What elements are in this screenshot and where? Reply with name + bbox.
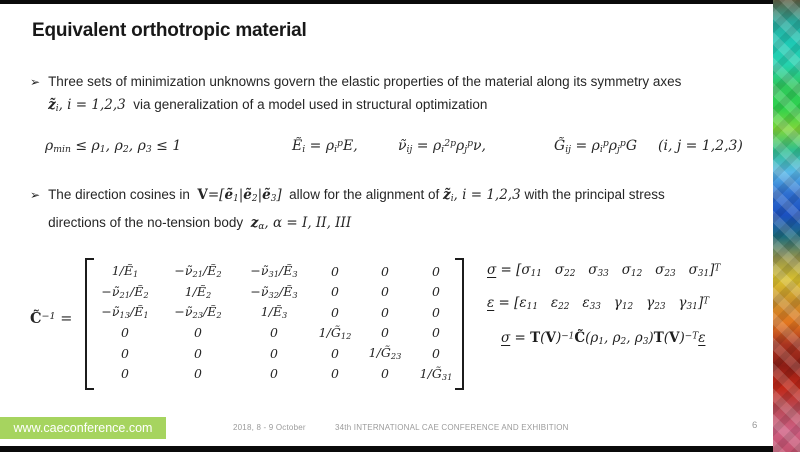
matrix-cell: 1/Ẽ$_3$ [260,304,288,321]
matrix-cell: 0 [432,304,440,320]
matrix-cell: 0 [270,366,278,382]
matrix-cell: $1/G̃_{23}$ [368,345,402,362]
bullet1-text-block [48,70,681,121]
matrix-cell: 0 [270,325,278,341]
bullet1-line2-text: via generalization of a model used in structural optimization [125,97,488,112]
matrix-cell: 0 [432,345,440,361]
matrix-cell: $1/G̃_{12}$ [318,324,352,341]
bullet-item-direction-cosines [30,183,750,239]
bullet2-text1: The direction cosines in [48,187,198,202]
top-letterbox-bar [0,0,773,4]
matrix-cell: $1/G̃_{31}$ [419,365,453,382]
bullet2-line2-text: directions of the no-tension body [48,214,251,230]
matrix-cell: 1/Ẽ$_1$ [111,263,139,280]
matrix-cell: 0 [121,325,129,341]
bullet1-line1: Three sets of minimization unknowns govern the elastic properties of the material along its symmetry axes [48,74,682,89]
matrix-cell: 0 [121,345,129,361]
page-number: 6 [752,420,758,431]
matrix-cell: 0 [381,325,389,341]
arrow-bullet-icon: ➢ [30,188,41,202]
formula-shear-modulus: $G̃_{ij} = \rho_i^p\rho_j^pG$ [554,138,637,156]
page-title: Equivalent orthotropic material [32,20,307,41]
bottom-letterbox-bar [0,446,773,452]
matrix-cell: 0 [194,366,202,382]
sigma-vector-equation: $\sigma = [\sigma_{11}$ $\sigma_{22}$ $\sigma_{33}$ $\sigma_{12}$ $\sigma_{23}$ $\sigma_{31}]^T$ [487,262,721,279]
bullet2-text2: allow for the alignment of [281,187,444,202]
formula-poisson-ratio: $\nũ_{ij} = \rho_i^{2p}\rho_j^p\nu$, [398,138,486,156]
bullet-item-unknowns [30,70,750,121]
matrix-cell: 0 [331,263,339,279]
bullet1-symmetry-axes-math: $z̃_i$, i = 1,2,3 [48,97,126,114]
bullet2-v-matrix-math: V=[ẽ$_1$|ẽ$_2$|ẽ$_3$] [197,187,282,204]
footer-badge [0,417,166,439]
matrix-cell: 0 [194,345,202,361]
matrix-cell: 0 [381,304,389,320]
bullet2-text-block [48,183,665,239]
constitutive-equation: $\sigma = T(V)^{-1}C̃(\rho_1$, $\rho_2$, $\rho_3)T(V)^{-T}\varepsilon$ [501,330,706,347]
strain-vector-equation: $\varepsilon = [\varepsilon_{11}$ $\varepsilon_{22}$ $\varepsilon_{33}$ $\gamma_{12}$ $\gamma_{23}$ $\gamma_{31}]^T$ [487,295,710,312]
matrix-right-bracket [455,258,464,390]
stress-strain-equations [487,262,787,372]
matrix-cell: 0 [331,366,339,382]
matrix-cell: 0 [331,345,339,361]
matrix-cell: 0 [121,366,129,382]
bullet2-text3: with the principal stress [520,187,665,202]
matrix-cell: $-\nũ_{13}/Ẽ_1$ [101,304,149,321]
matrix-cell: 0 [331,284,339,300]
matrix-cell: 0 [432,263,440,279]
bullet2-principal-directions-math: $z_\alpha$, α = I, II, III [250,214,352,232]
matrix-cell: 1/Ẽ$_2$ [184,283,212,300]
footer-conference: 34th INTERNATIONAL CAE CONFERENCE AND EXHIBITION [335,423,569,432]
footer-date: 2018, 8 - 9 October [233,423,306,432]
matrix-lhs: C̃$^{-1}$ = [30,310,73,327]
matrix-cell: $-\nũ_{21}/Ẽ_2$ [101,283,149,300]
matrix-cell: $-\nũ_{23}/Ẽ_2$ [174,304,222,321]
matrix-cell: 0 [381,263,389,279]
matrix-cell: $-\nũ_{32}/Ẽ_3$ [250,283,298,300]
formula-index-range: (i, j = 1,2,3) [658,138,743,154]
matrix-cell: 0 [381,366,389,382]
matrix-cell: 0 [270,345,278,361]
matrix-cell: 0 [381,284,389,300]
mosaic-strip [773,0,800,452]
formula-row [30,138,760,166]
formula-density-bounds: $\rho_{min} \le \rho_1$, $\rho_2$, $\rho_3 \le 1$ [45,138,182,156]
matrix-grid [92,261,462,384]
matrix-cell: $-\nũ_{31}/Ẽ_3$ [250,263,298,280]
arrow-bullet-icon: ➢ [30,75,41,89]
footer-url: www.caeconference.com [13,421,153,435]
matrix-cell: 0 [194,325,202,341]
matrix-cell: $-\nũ_{21}/Ẽ_2$ [174,263,222,280]
matrix-cell: 0 [432,284,440,300]
matrix-cell: 0 [432,325,440,341]
matrix-cell: 0 [331,304,339,320]
bullet2-axes-math: $z̃_i$, i = 1,2,3 [443,187,521,204]
formula-youngs-modulus: Ẽ$_i$ = $\rho_i^pE$, [292,138,358,156]
